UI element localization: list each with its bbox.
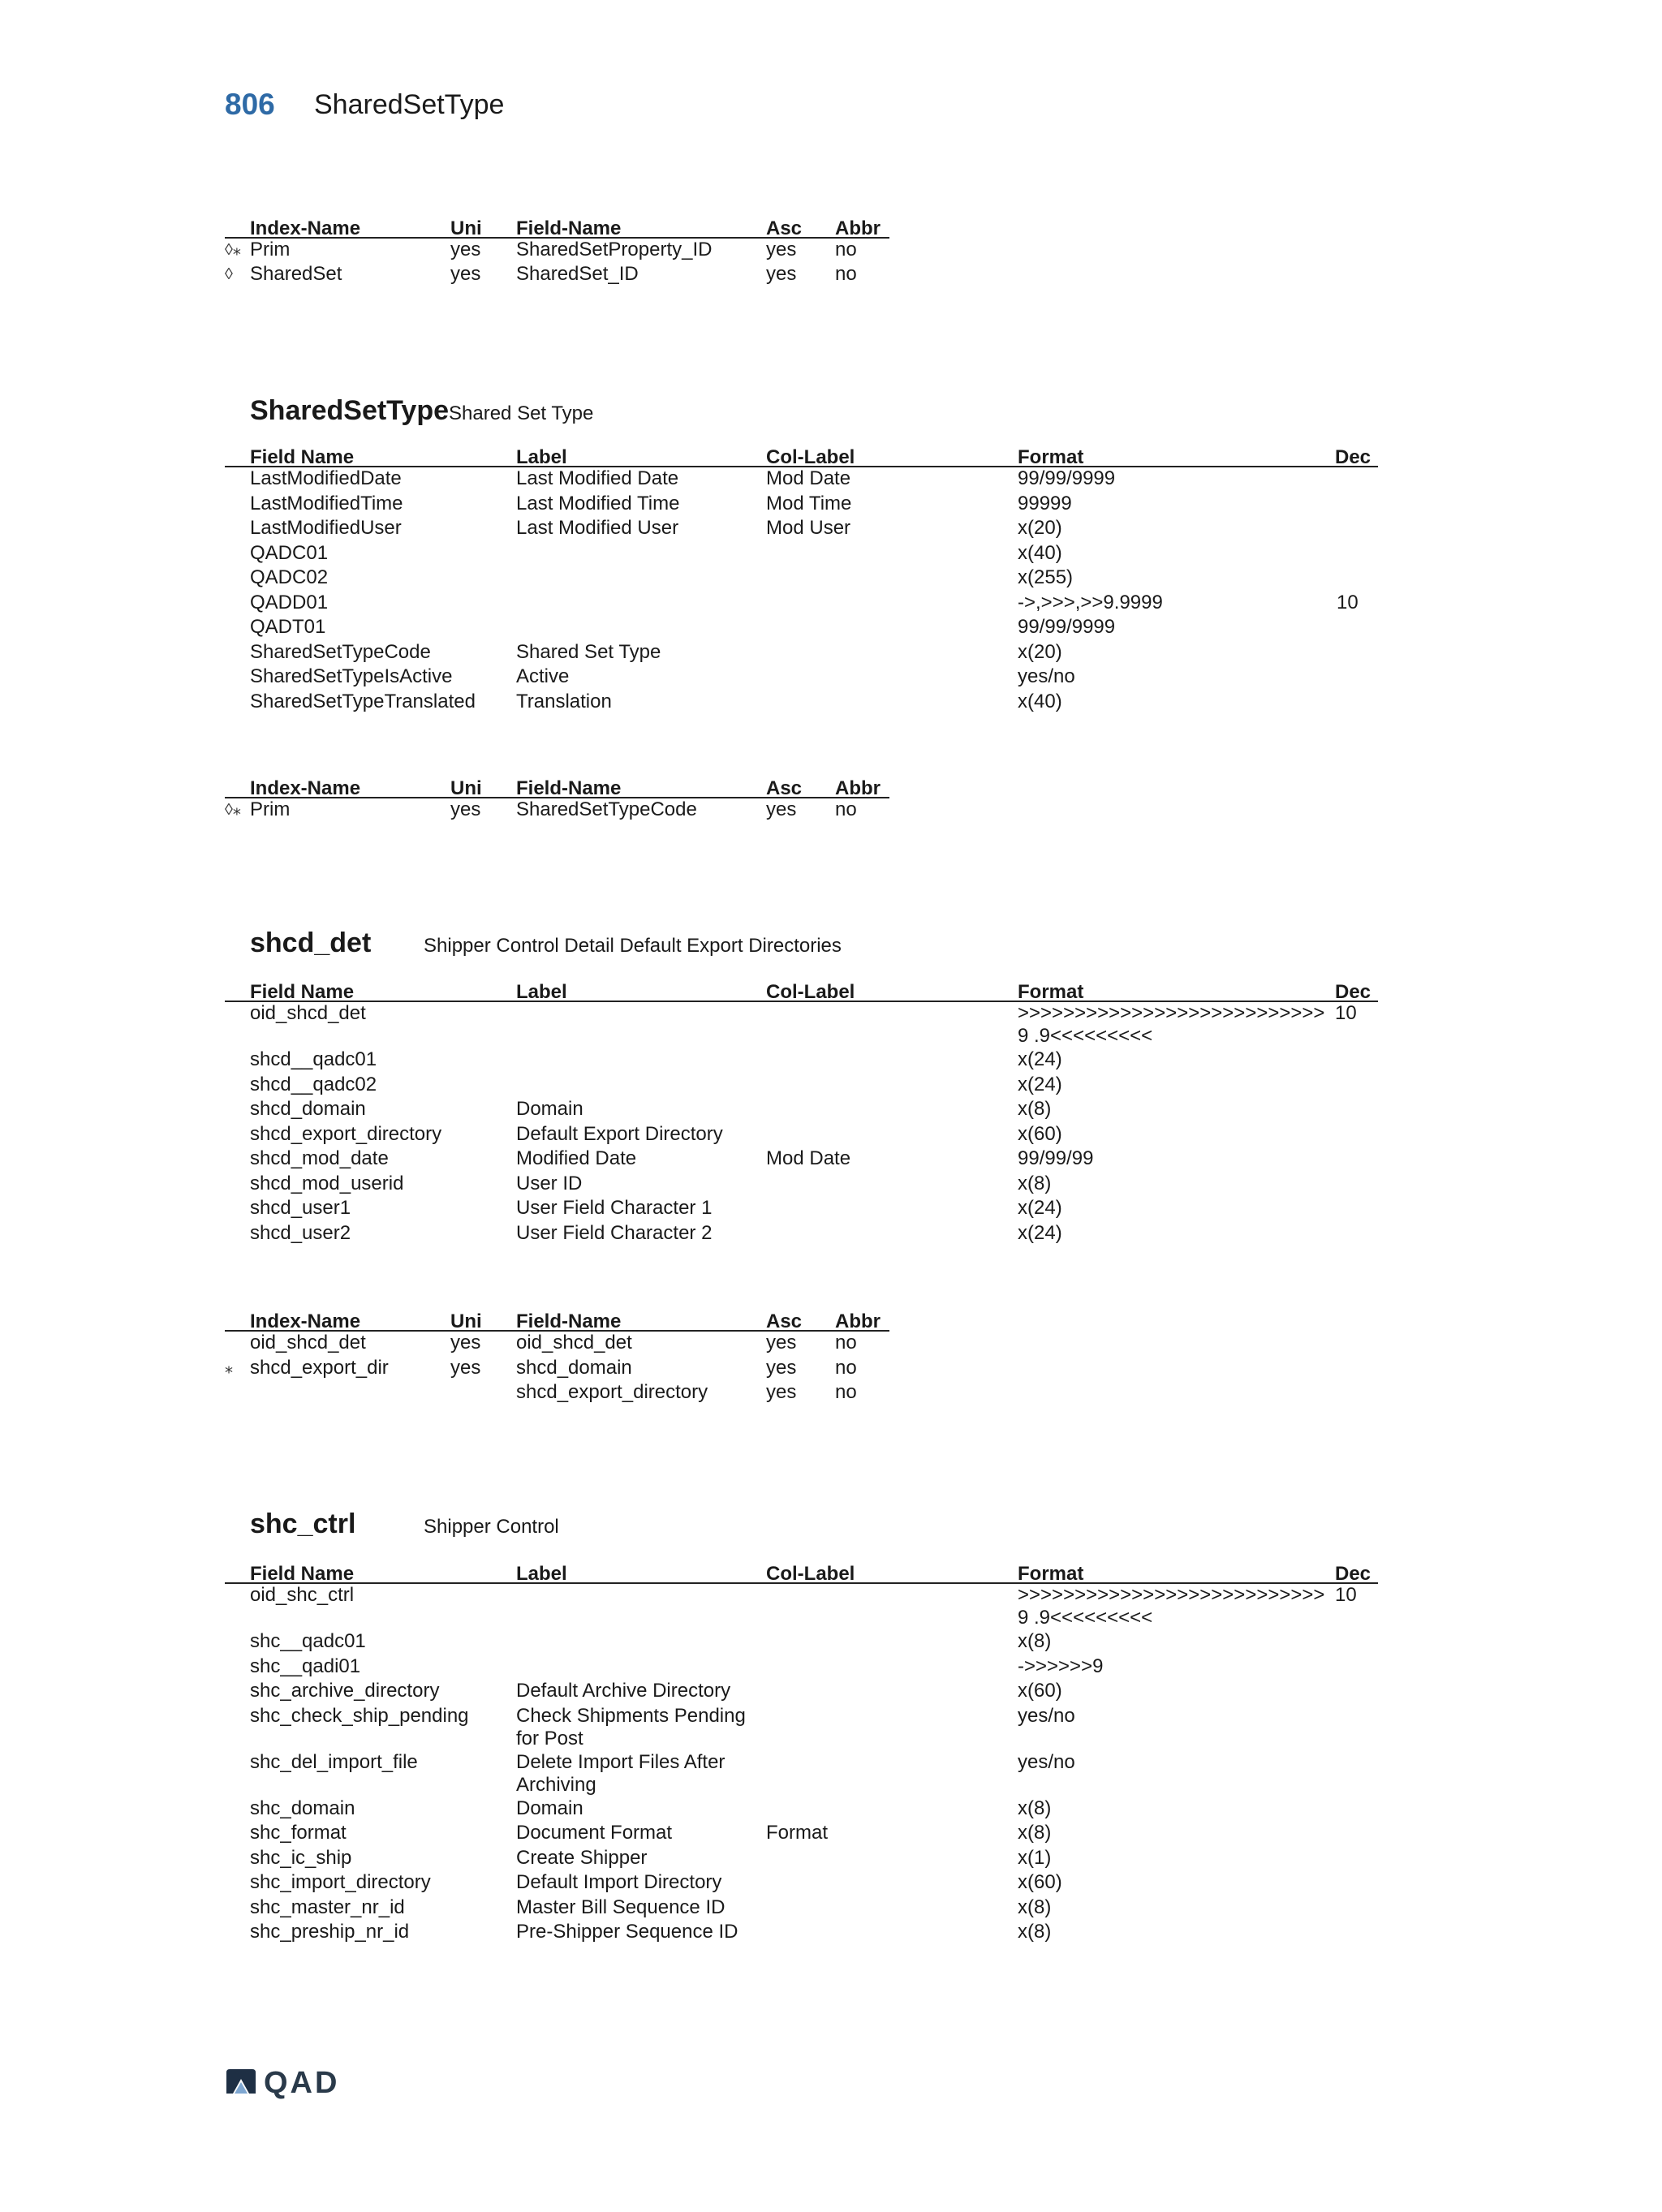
col-uni: Uni xyxy=(450,1310,482,1332)
table-row xyxy=(225,1655,1378,1681)
table-row xyxy=(225,1680,1378,1705)
table-row xyxy=(225,691,1378,716)
field-name: QADT01 xyxy=(250,616,326,638)
field-name: shc_preship_nr_id xyxy=(250,1921,410,1943)
field-name: shcd_export_directory xyxy=(250,1122,442,1145)
field-label: User Field Character 2 xyxy=(516,1221,713,1244)
field-name: shc_archive_directory xyxy=(250,1680,440,1702)
field-format: x(40) xyxy=(1018,541,1062,564)
col-field-name: Field Name xyxy=(250,1563,355,1585)
col-format: Format xyxy=(1018,446,1084,468)
col-uni: Uni xyxy=(450,777,482,799)
field-format: x(8) xyxy=(1018,1172,1052,1194)
col-uni: Uni xyxy=(450,217,482,239)
index-name: Prim xyxy=(250,239,291,260)
index-marker: ◊ xyxy=(225,265,233,283)
index-unique: yes xyxy=(450,239,481,260)
table-row xyxy=(225,665,1378,691)
table-row xyxy=(225,467,1378,493)
index-unique: yes xyxy=(450,263,481,285)
field-name: SharedSetTypeTranslated xyxy=(250,690,476,712)
page-title: SharedSetType xyxy=(314,89,505,120)
table-description: Shipper Control xyxy=(424,1516,559,1538)
field-format: x(24) xyxy=(1018,1197,1062,1219)
field-label: Last Modified Time xyxy=(516,492,680,514)
index-abbr: no xyxy=(835,1381,857,1403)
table-row xyxy=(225,1098,1378,1123)
field-name: shcd__qadc02 xyxy=(250,1073,377,1095)
field-name: oid_shc_ctrl xyxy=(250,1584,355,1606)
col-field-name: Field Name xyxy=(250,981,355,1003)
field-name: shcd_user2 xyxy=(250,1221,351,1244)
field-format: x(60) xyxy=(1018,1871,1062,1893)
table-row xyxy=(225,1797,1378,1823)
field-name: shc_del_import_file xyxy=(250,1750,418,1773)
col-field-name: Field-Name xyxy=(516,217,622,239)
index-abbr: no xyxy=(835,263,857,285)
field-format: 99/99/9999 xyxy=(1018,467,1116,489)
field-label: Shared Set Type xyxy=(516,640,661,663)
field-label: User Field Character 1 xyxy=(516,1197,713,1219)
table-row xyxy=(225,1357,889,1382)
table-row xyxy=(225,616,1378,641)
index-marker: ◊⁎ xyxy=(225,241,241,259)
table-row xyxy=(225,1048,1378,1074)
col-index-name: Index-Name xyxy=(250,1310,361,1332)
section-title-shc-ctrl xyxy=(250,1508,559,1540)
field-name: shcd_domain xyxy=(250,1098,366,1120)
index-field: shcd_domain xyxy=(516,1356,632,1379)
table-row xyxy=(225,1584,1378,1630)
field-name: oid_shcd_det xyxy=(250,1002,366,1024)
field-format: >>>>>>>>>>>>>>>>>>>>>>>>>>>9 .9<<<<<<<<< xyxy=(1018,1002,1325,1047)
field-dec: 10 xyxy=(1337,591,1358,613)
table-row xyxy=(225,1705,1378,1751)
col-field-name: Field Name xyxy=(250,446,355,468)
field-label: Pre-Shipper Sequence ID xyxy=(516,1921,738,1943)
table-name: SharedSetType xyxy=(250,395,450,426)
field-label: Default Export Directory xyxy=(516,1122,723,1145)
field-table-shc-ctrl xyxy=(225,1558,1378,1946)
col-format: Format xyxy=(1018,1563,1084,1585)
field-label: Domain xyxy=(516,1098,583,1120)
field-format: x(24) xyxy=(1018,1048,1062,1070)
col-format: Format xyxy=(1018,981,1084,1003)
index-asc: yes xyxy=(766,1356,797,1379)
field-label: Document Format xyxy=(516,1822,673,1844)
field-name: LastModifiedDate xyxy=(250,467,402,489)
field-label: Last Modified User xyxy=(516,517,679,539)
field-name: shc_check_ship_pending xyxy=(250,1704,469,1727)
index-name: Prim xyxy=(250,798,291,820)
field-label: Domain xyxy=(516,1797,583,1819)
field-table-shcd-det xyxy=(225,976,1378,1246)
col-dec: Dec xyxy=(1335,981,1371,1003)
index-name: SharedSet xyxy=(250,263,342,285)
col-asc: Asc xyxy=(766,777,803,799)
field-format: x(8) xyxy=(1018,1098,1052,1120)
field-col-label: Mod Date xyxy=(766,1147,851,1169)
table-row xyxy=(225,1847,1378,1872)
table-row xyxy=(225,1123,1378,1148)
table-row xyxy=(225,798,889,823)
field-format: x(24) xyxy=(1018,1221,1062,1244)
field-label: Delete Import Files After Archiving xyxy=(516,1750,726,1796)
table-row xyxy=(225,641,1378,666)
field-dec: 10 xyxy=(1335,1002,1357,1024)
field-name: shcd_user1 xyxy=(250,1197,351,1219)
table-row xyxy=(225,263,889,287)
field-label: Master Bill Sequence ID xyxy=(516,1896,726,1918)
index-field: oid_shcd_det xyxy=(516,1332,632,1353)
table-row xyxy=(225,542,1378,567)
field-format: >>>>>>>>>>>>>>>>>>>>>>>>>>>9 .9<<<<<<<<< xyxy=(1018,1584,1325,1629)
table-row xyxy=(225,1822,1378,1847)
index-table-sharedsettype xyxy=(225,772,889,823)
col-asc: Asc xyxy=(766,1310,803,1332)
col-index-name: Index-Name xyxy=(250,777,361,799)
table-description: Shared Set Type xyxy=(449,402,594,424)
field-format: yes/no xyxy=(1018,665,1075,687)
field-name: shc_ic_ship xyxy=(250,1846,352,1869)
field-col-label: Mod Time xyxy=(766,492,852,514)
table-row xyxy=(225,517,1378,542)
index-table-shcd-det xyxy=(225,1306,889,1406)
field-label: Last Modified Date xyxy=(516,467,679,489)
field-format: x(40) xyxy=(1018,690,1062,712)
col-index-name: Index-Name xyxy=(250,217,361,239)
index-unique: yes xyxy=(450,1332,481,1353)
col-dec: Dec xyxy=(1335,1563,1371,1585)
field-format: x(8) xyxy=(1018,1896,1052,1918)
index-field: SharedSetProperty_ID xyxy=(516,239,713,260)
index-marker: ⁎ xyxy=(225,1358,233,1377)
index-abbr: no xyxy=(835,239,857,260)
table-row xyxy=(225,1197,1378,1222)
col-col-label: Col-Label xyxy=(766,981,855,1003)
table-row xyxy=(225,1751,1378,1797)
field-col-label: Format xyxy=(766,1822,829,1844)
index-name: oid_shcd_det xyxy=(250,1332,366,1353)
index-name: shcd_export_dir xyxy=(250,1356,389,1379)
table-row xyxy=(225,1630,1378,1655)
page-number: 806 xyxy=(225,88,275,121)
table-row xyxy=(225,1332,889,1357)
field-label: Default Archive Directory xyxy=(516,1680,731,1702)
table-row xyxy=(225,1222,1378,1247)
table-row xyxy=(225,239,889,263)
field-format: x(1) xyxy=(1018,1846,1052,1869)
field-format: ->,>>>,>>9.9999 xyxy=(1018,591,1163,613)
field-col-label: Mod User xyxy=(766,517,851,539)
section-title-sharedsettype xyxy=(250,395,593,427)
col-abbr: Abbr xyxy=(835,1310,881,1332)
field-format: x(60) xyxy=(1018,1122,1062,1145)
index-unique: yes xyxy=(450,798,481,820)
field-name: shc_master_nr_id xyxy=(250,1896,405,1918)
col-asc: Asc xyxy=(766,217,803,239)
field-table-header xyxy=(225,976,1378,1002)
field-label: Active xyxy=(516,665,570,687)
index-abbr: no xyxy=(835,1356,857,1379)
field-name: LastModifiedUser xyxy=(250,517,402,539)
field-format: yes/no xyxy=(1018,1750,1075,1773)
qad-logo-text: QAD xyxy=(264,2066,340,2100)
index-unique: yes xyxy=(450,1356,481,1379)
field-label: User ID xyxy=(516,1172,583,1194)
table-row xyxy=(225,1921,1378,1946)
table-row xyxy=(225,566,1378,592)
field-table-sharedsettype xyxy=(225,441,1378,715)
col-field-name: Field-Name xyxy=(516,777,622,799)
field-name: shc_format xyxy=(250,1822,347,1844)
field-format: 99/99/99 xyxy=(1018,1147,1094,1169)
table-row xyxy=(225,1147,1378,1173)
field-format: x(20) xyxy=(1018,517,1062,539)
col-col-label: Col-Label xyxy=(766,1563,855,1585)
field-format: 99999 xyxy=(1018,492,1072,514)
col-label: Label xyxy=(516,1563,567,1585)
table-row xyxy=(225,1074,1378,1099)
field-col-label: Mod Date xyxy=(766,467,851,489)
table-row xyxy=(225,1173,1378,1198)
col-dec: Dec xyxy=(1335,446,1371,468)
index-asc: yes xyxy=(766,239,797,260)
col-label: Label xyxy=(516,446,567,468)
col-label: Label xyxy=(516,981,567,1003)
table-row xyxy=(225,1381,889,1406)
field-label: Translation xyxy=(516,690,612,712)
index-table-header xyxy=(225,772,889,798)
table-row xyxy=(225,592,1378,617)
section-title-shcd-det xyxy=(250,927,842,959)
table-row xyxy=(225,1896,1378,1922)
index-marker: ◊⁎ xyxy=(225,801,241,819)
table-row xyxy=(225,493,1378,518)
index-field: SharedSetTypeCode xyxy=(516,798,697,820)
field-table-header xyxy=(225,1558,1378,1584)
field-dec: 10 xyxy=(1335,1584,1357,1606)
index-field: shcd_export_directory xyxy=(516,1381,708,1403)
index-abbr: no xyxy=(835,798,857,820)
field-format: x(8) xyxy=(1018,1921,1052,1943)
field-name: QADC01 xyxy=(250,541,329,564)
index-table-header xyxy=(225,213,889,239)
col-col-label: Col-Label xyxy=(766,446,855,468)
index-asc: yes xyxy=(766,1332,797,1353)
field-format: ->>>>>>9 xyxy=(1018,1655,1104,1677)
field-name: shc__qadc01 xyxy=(250,1630,366,1652)
field-name: shcd_mod_date xyxy=(250,1147,389,1169)
table-name: shcd_det xyxy=(250,927,372,958)
qad-logo-icon xyxy=(225,2068,257,2099)
col-abbr: Abbr xyxy=(835,777,881,799)
field-label: Check Shipments Pending for Post xyxy=(516,1704,746,1749)
col-abbr: Abbr xyxy=(835,217,881,239)
index-asc: yes xyxy=(766,1381,797,1403)
field-name: SharedSetTypeIsActive xyxy=(250,665,453,687)
field-format: x(20) xyxy=(1018,640,1062,663)
index-field: SharedSet_ID xyxy=(516,263,639,285)
field-format: x(8) xyxy=(1018,1822,1052,1844)
field-name: shcd_mod_userid xyxy=(250,1172,404,1194)
field-name: shc__qadi01 xyxy=(250,1655,361,1677)
field-label: Default Import Directory xyxy=(516,1871,722,1893)
index-asc: yes xyxy=(766,798,797,820)
field-format: x(24) xyxy=(1018,1073,1062,1095)
index-asc: yes xyxy=(766,263,797,285)
field-format: yes/no xyxy=(1018,1704,1075,1727)
index-table-shared-set-property xyxy=(225,213,889,287)
field-name: LastModifiedTime xyxy=(250,492,403,514)
field-name: SharedSetTypeCode xyxy=(250,640,431,663)
field-name: shcd__qadc01 xyxy=(250,1048,377,1070)
field-name: QADC02 xyxy=(250,566,329,588)
field-format: 99/99/9999 xyxy=(1018,616,1116,638)
field-name: shc_import_directory xyxy=(250,1871,431,1893)
field-format: x(255) xyxy=(1018,566,1074,588)
field-label: Modified Date xyxy=(516,1147,637,1169)
field-format: x(60) xyxy=(1018,1680,1062,1702)
field-name: shc_domain xyxy=(250,1797,355,1819)
index-abbr: no xyxy=(835,1332,857,1353)
table-name: shc_ctrl xyxy=(250,1508,356,1539)
table-description: Shipper Control Detail Default Export Directories xyxy=(424,935,842,957)
field-format: x(8) xyxy=(1018,1797,1052,1819)
index-table-header xyxy=(225,1306,889,1332)
field-table-header xyxy=(225,441,1378,467)
field-name: QADD01 xyxy=(250,591,329,613)
field-label: Create Shipper xyxy=(516,1846,648,1869)
col-field-name: Field-Name xyxy=(516,1310,622,1332)
table-row xyxy=(225,1871,1378,1896)
field-format: x(8) xyxy=(1018,1630,1052,1652)
table-row xyxy=(225,1002,1378,1048)
